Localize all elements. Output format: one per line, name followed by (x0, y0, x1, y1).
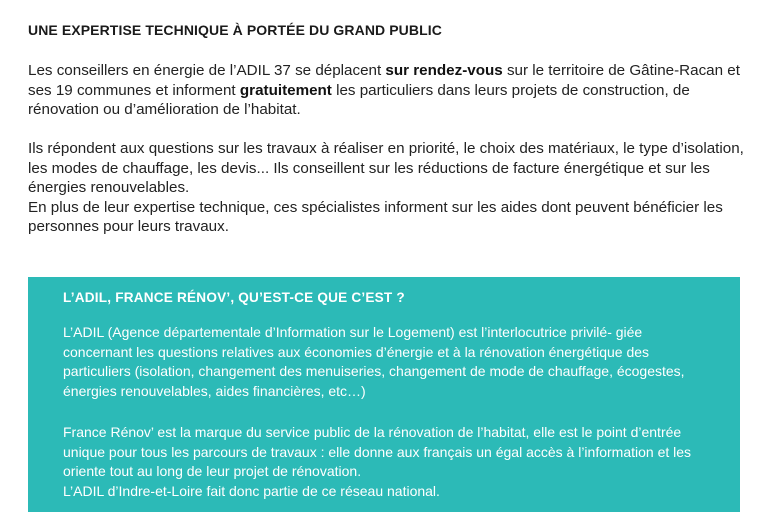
intro-paragraph (28, 61, 744, 120)
info-box-france-renov-paragraph (63, 423, 713, 501)
intro-text: Les conseillers en énergie de l’ADIL 37 se déplacent (28, 62, 386, 79)
intro-bold-appointment: sur rendez-vous (385, 62, 503, 79)
adil-network-text: L’ADIL d’Indre-et-Loire fait donc partie de ce réseau national. (63, 482, 440, 499)
info-box (28, 277, 740, 512)
advice-aids-text: En plus de leur expertise technique, ces spécialistes informent sur les aides dont peuvent bénéficier les personnes pour leurs travaux. (28, 198, 723, 235)
section-heading: UNE EXPERTISE TECHNIQUE À PORTÉE DU GRAND PUBLIC (28, 22, 442, 38)
intro-bold-free: gratuitement (239, 81, 332, 99)
info-box-title: L’ADIL, FRANCE RÉNOV’, QU’EST-CE QUE C’EST ? (63, 290, 405, 305)
advice-text: Ils répondent aux questions sur les travaux à réaliser en priorité, le choix des matériaux, le type d’isolation, les modes de chauffage, les devis... Ils conseillent sur les réductions de facture énergétique et sur les énergies renouvelables. (28, 140, 744, 196)
france-renov-text: France Rénov’ est la marque du service public de la rénovation de l’habitat, elle est le point d’entrée unique pour tous les parcours de travaux : elle donne aux français un égal accès à l’information et les oriente tout au long de leur projet de rénovation. (63, 424, 692, 480)
advice-paragraph (28, 139, 744, 237)
info-box-adil-paragraph: L’ADIL (Agence départementale d’Information sur le Logement) est l’interlocutrice privilé- giée concernant les questions relatives aux économies d’énergie et à la rénovation énergétique des particuliers (isolation, changement des menuiseries, changement de mode de chauffage, écogestes, énergies renouvelables, aides financières, etc…) (63, 324, 685, 399)
intro-text: les particuliers dans leurs projets de construction, de rénovation ou d’amélioration de l’habitat. (28, 81, 690, 118)
intro-text: sur le territoire de Gâtine-Racan et ses 19 communes et informent (28, 62, 740, 99)
